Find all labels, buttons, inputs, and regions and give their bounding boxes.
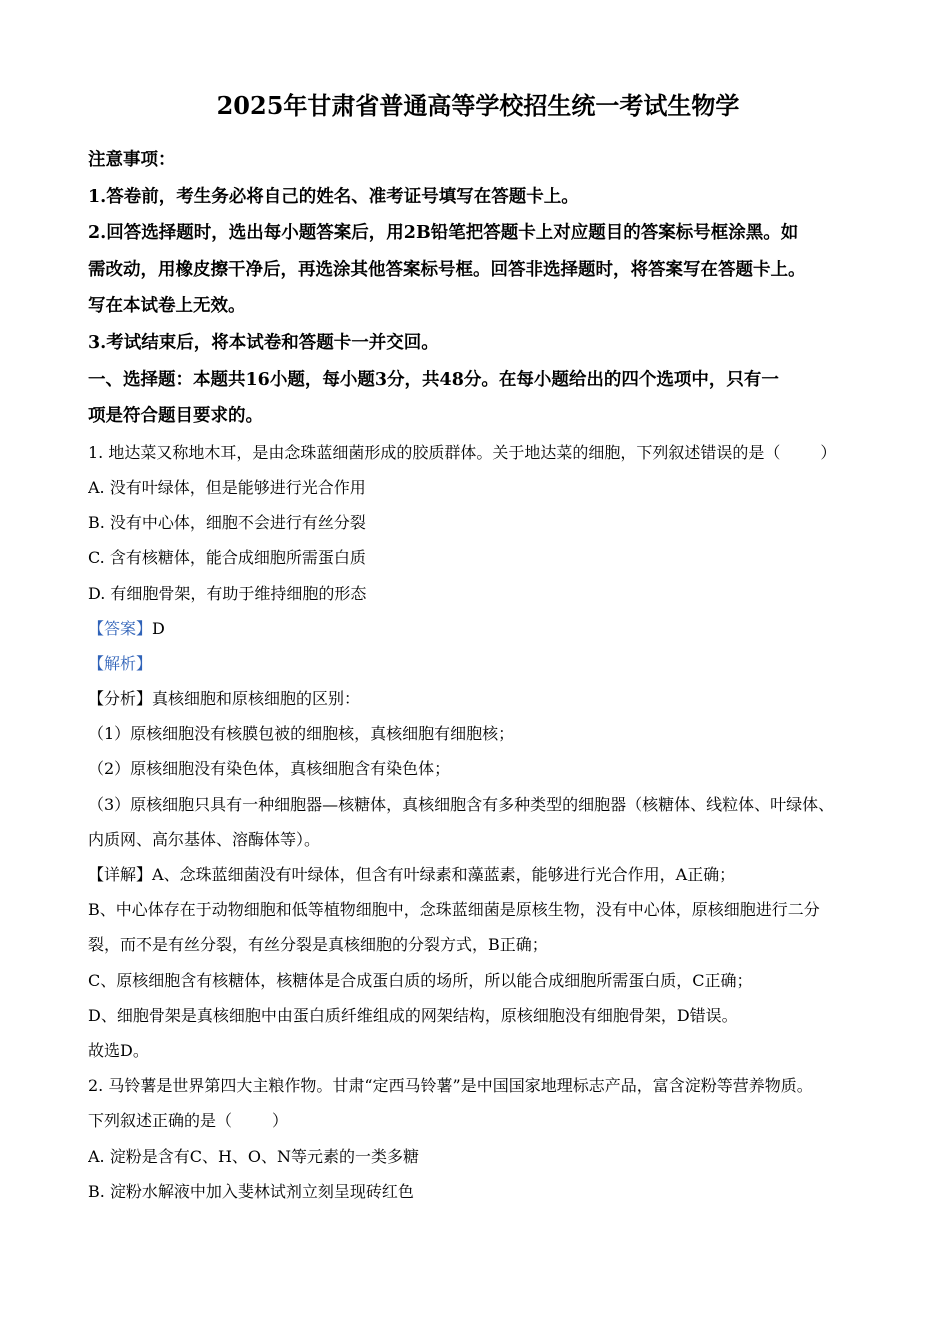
analysis-point-1: （1）原核细胞没有核膜包被的细胞核，真核细胞有细胞核； <box>88 724 515 744</box>
detail-row <box>88 857 868 892</box>
analysis-point-3-cont: 内质网、高尔基体、溶酶体等）。 <box>88 829 321 849</box>
question-1-stem-text: 1. 地达菜又称地木耳，是由念珠蓝细菌形成的胶质群体。关于地达菜的细胞，下列叙述错误的是（ <box>88 442 781 462</box>
page-title: 2025年甘肃省普通高等学校招生统一考试生物学 <box>216 91 740 120</box>
question-1-option-d: D. 有细胞骨架，有助于维持细胞的形态 <box>88 583 367 603</box>
detail-line-d: D、细胞骨架是真核细胞中由蛋白质纤维组成的网架结构，原核细胞没有细胞骨架，D错误。 <box>88 1005 738 1025</box>
detail-line-b: B、中心体存在于动物细胞和低等植物细胞中，念珠蓝细菌是原核生物，没有中心体，原核细胞进行二分 <box>88 900 820 920</box>
question-2-stem-text: 下列叙述正确的是（ <box>88 1111 233 1131</box>
question-2-stem-close: ） <box>272 1111 289 1131</box>
question-1-stem <box>88 435 868 470</box>
detail-line-c: C、原核细胞含有核糖体，核糖体是合成蛋白质的场所，所以能合成细胞所需蛋白质，C正确； <box>88 970 753 990</box>
analysis-point-3: （3）原核细胞只具有一种细胞器—核糖体，真核细胞含有多种类型的细胞器（核糖体、线粒体、叶绿体、 <box>88 794 835 814</box>
fenxi-tag: 【分析】 <box>88 689 153 709</box>
question-2-option-b: B. 淀粉水解液中加入斐林试剂立刻呈现砖红色 <box>88 1181 414 1201</box>
section-heading-line-2: 项是符合题目要求的。 <box>88 406 263 427</box>
detail-tag: 【详解】 <box>88 865 153 884</box>
question-1-option-b: B. 没有中心体，细胞不会进行有丝分裂 <box>88 513 366 533</box>
notice-item-2-line-3: 写在本试卷上无效。 <box>88 296 246 317</box>
question-2-option-a: A. 淀粉是含有C、H、O、N等元素的一类多糖 <box>88 1146 420 1166</box>
detail-first: A、念珠蓝细菌没有叶绿体，但含有叶绿素和藻蓝素，能够进行光合作用，A正确； <box>152 865 736 884</box>
fenxi-text: 真核细胞和原核细胞的区别： <box>152 689 361 709</box>
section-heading-line-1: 一、选择题：本题共16小题，每小题3分，共48分。在每小题给出的四个选项中，只有一 <box>88 369 779 390</box>
question-2-stem-line-2 <box>88 1103 868 1138</box>
question-1-option-a: A. 没有叶绿体，但是能够进行光合作用 <box>88 477 366 497</box>
notice-heading: 注意事项： <box>88 150 176 170</box>
question-1-stem-close: ） <box>820 442 837 462</box>
analysis-point-2: （2）原核细胞没有染色体，真核细胞含有染色体； <box>88 759 451 779</box>
question-1-option-c: C. 含有核糖体，能合成细胞所需蛋白质 <box>88 548 366 568</box>
detail-conclusion: 故选D。 <box>88 1040 149 1060</box>
question-2-stem-line-1: 2. 马铃薯是世界第四大主粮作物。甘肃“定西马铃薯”是中国国家地理标志产品，富含淀粉等营养物质。 <box>88 1076 813 1096</box>
exam-page <box>88 84 868 1209</box>
notice-item-1: 1.答卷前，考生务必将自己的姓名、准考证号填写在答题卡上。 <box>88 186 579 207</box>
fenxi-row <box>88 681 868 716</box>
detail-line-b-cont: 裂，而不是有丝分裂，有丝分裂是真核细胞的分裂方式，B正确； <box>88 935 548 955</box>
notice-item-3: 3.考试结束后，将本试卷和答题卡一并交回。 <box>88 332 439 353</box>
answer-label: 【答案】 <box>88 618 153 638</box>
notice-item-2-line-2: 需改动，用橡皮擦干净后，再选涂其他答案标号框。回答非选择题时，将答案写在答题卡上。 <box>88 259 806 280</box>
analysis-label: 【解析】 <box>88 653 153 673</box>
notice-item-2-line-1: 2.回答选择题时，选出每小题答案后，用2B铅笔把答题卡上对应题目的答案标号框涂黑。如 <box>88 223 799 244</box>
answer-value: D <box>152 618 165 638</box>
answer-row <box>88 611 868 646</box>
